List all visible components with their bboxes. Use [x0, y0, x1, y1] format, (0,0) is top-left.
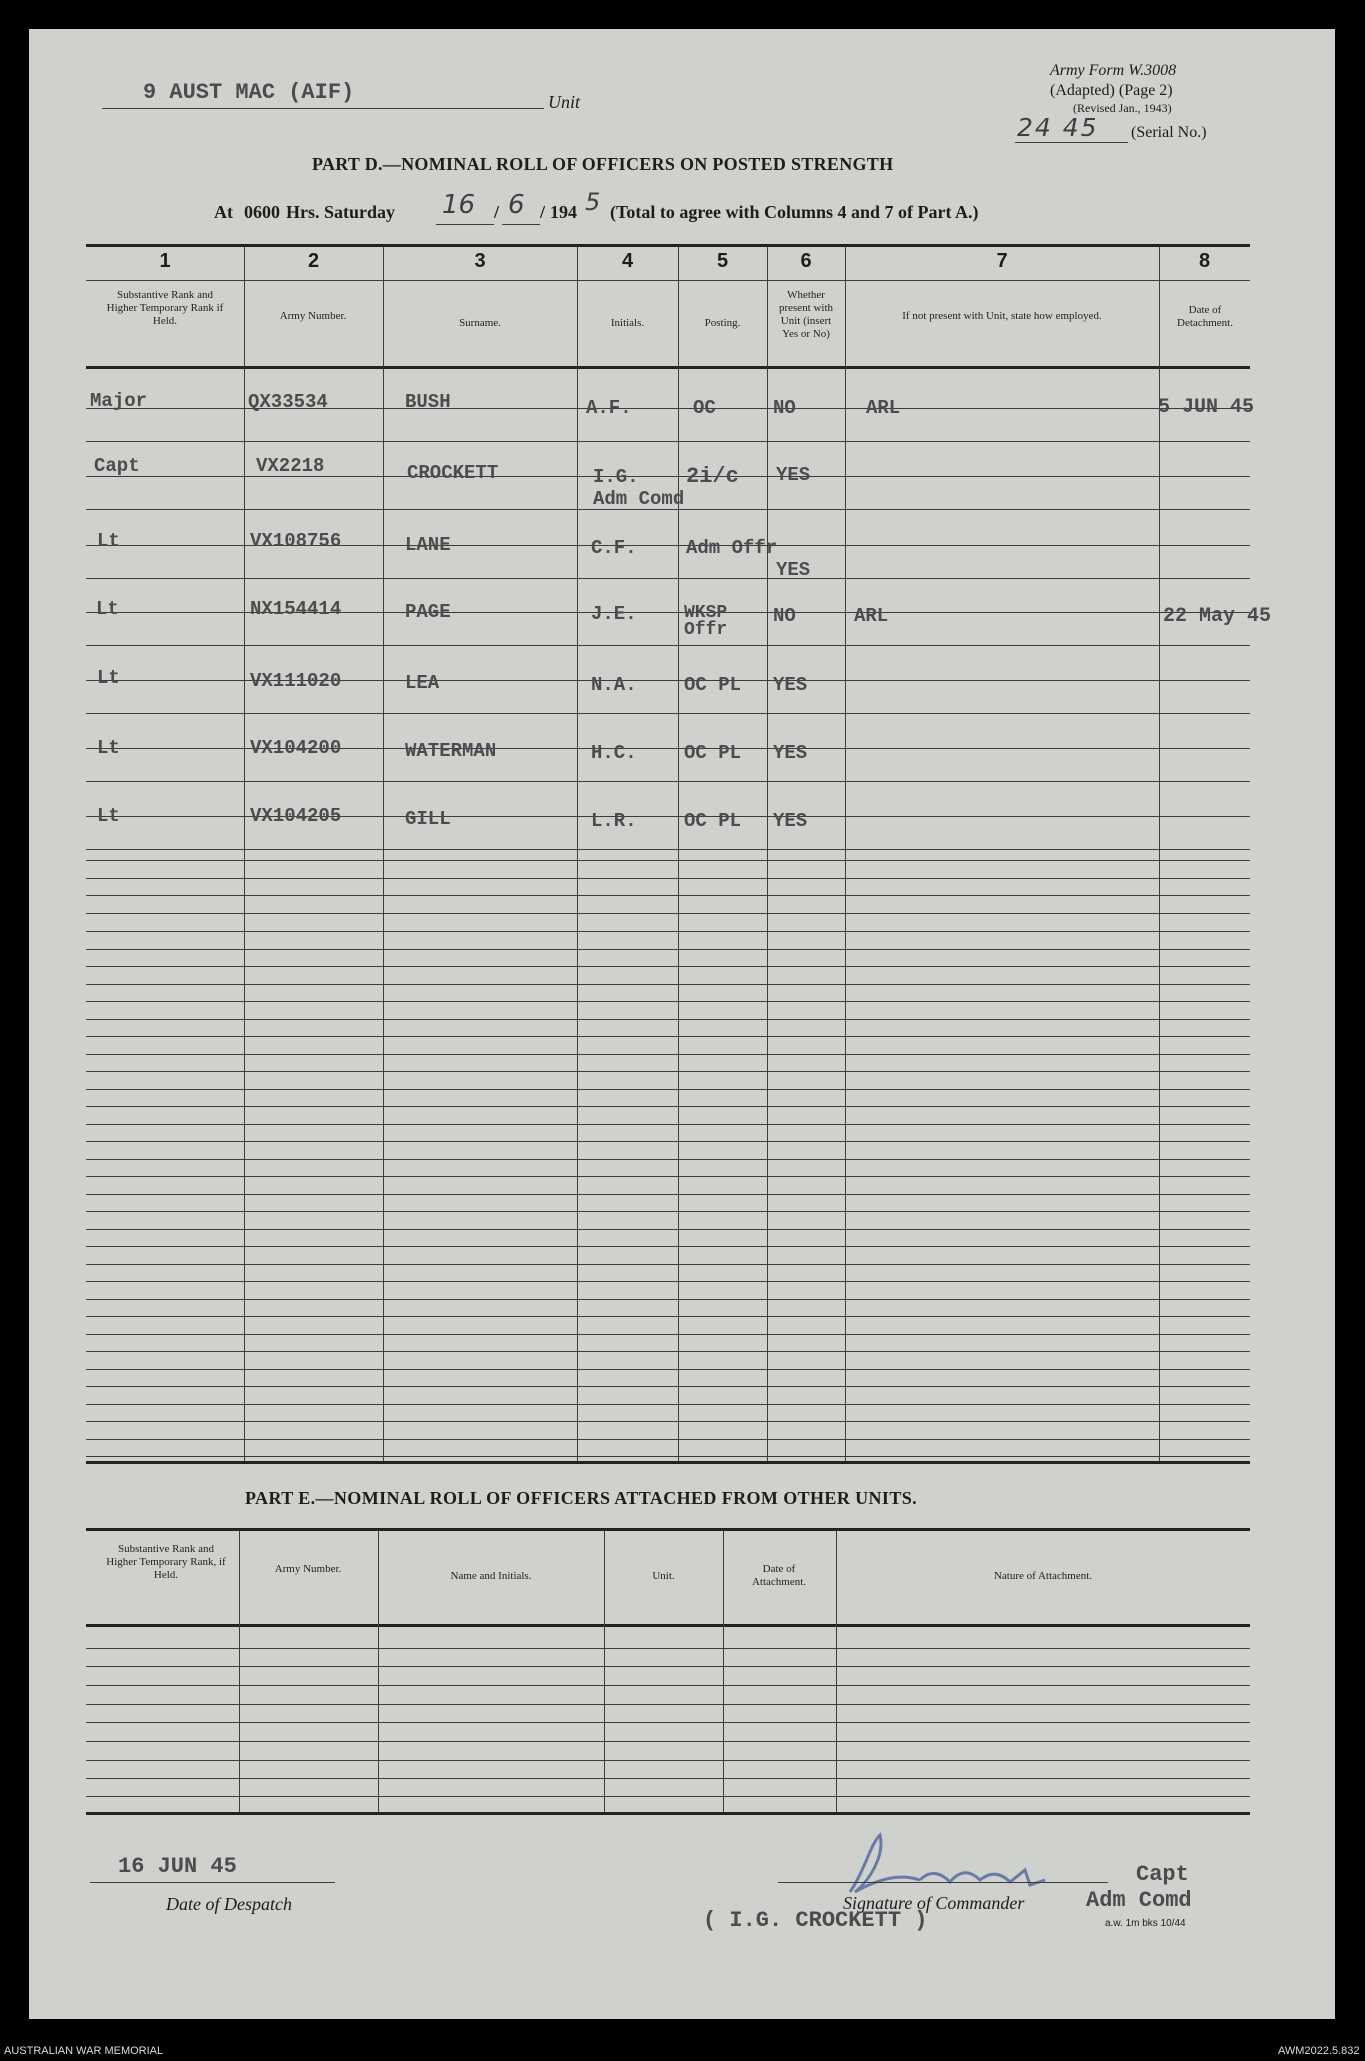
ruled-line [86, 1124, 1250, 1125]
ruled-line [86, 1685, 1250, 1686]
col-number: 3 [474, 250, 486, 272]
part-e-top-rule [86, 1528, 1250, 1531]
row-initials: H.C. [591, 742, 637, 764]
row-detachment-date: 22 May 45 [1163, 605, 1272, 628]
ruled-line [86, 1369, 1250, 1370]
row-present: NO [773, 397, 796, 419]
col-header-present: Whether present with Unit (insert Yes or No) [778, 289, 834, 340]
col-number: 4 [621, 250, 634, 272]
year-prefix: 194 [550, 202, 577, 222]
row-surname: LANE [405, 534, 451, 556]
ruled-line [86, 1106, 1250, 1107]
row-surname: WATERMAN [405, 740, 497, 762]
col-header-detachment-date: Date of Detachment. [1177, 304, 1233, 329]
part-d-top-rule [86, 244, 1250, 247]
part-d-col-divider [1159, 246, 1160, 1461]
row-army-number: QX33534 [248, 391, 328, 413]
ruled-line [86, 1741, 1250, 1742]
signature-label: Signature of Commander [843, 1893, 1025, 1913]
month-value: 6 [508, 190, 525, 220]
date-slash-2: / [540, 202, 546, 222]
row-rank: Major [90, 390, 148, 412]
print-code: a.w. 1m bks 10/44 [1105, 1918, 1186, 1929]
form-revised: (Revised Jan., 1943) [1073, 101, 1172, 115]
ruled-line [86, 1666, 1250, 1667]
part-e-col-divider [239, 1530, 240, 1812]
col-number: 5 [716, 250, 729, 272]
ruled-line [86, 1089, 1250, 1090]
part-e-col-divider [723, 1530, 724, 1812]
row-present: YES [773, 674, 808, 696]
row-army-number: VX104200 [250, 737, 342, 759]
row-army-number: VX108756 [250, 530, 342, 552]
form-adapted: (Adapted) (Page 2) [1050, 82, 1173, 99]
row-initials: N.A. [591, 674, 637, 696]
form-number: Army Form W.3008 [1050, 62, 1177, 79]
col-header-army-number: Army Number. [279, 310, 347, 322]
row-rank: Lt [97, 805, 120, 827]
despatch-underline [90, 1882, 335, 1883]
ruled-line [86, 1778, 1250, 1779]
row-present: YES [773, 742, 808, 764]
part-d-col-divider [767, 246, 768, 1461]
row-army-number: VX2218 [256, 455, 325, 477]
date-slash-1: / [494, 202, 500, 222]
hrs-saturday-label: Hrs. Saturday [286, 202, 396, 222]
row-rank: Lt [97, 667, 120, 689]
despatch-date: 16 JUN 45 [118, 1854, 237, 1879]
ruled-line [86, 1071, 1250, 1072]
row-employed: ARL [866, 397, 901, 419]
row-posting: OC PL [684, 742, 742, 764]
despatch-label: Date of Despatch [166, 1894, 292, 1914]
row-army-number: NX154414 [250, 598, 342, 620]
ruled-line [86, 1760, 1250, 1761]
row-army-number: VX111020 [250, 670, 342, 692]
col-number: 7 [996, 250, 1008, 272]
row-rank: Lt [97, 530, 120, 552]
ruled-line [86, 913, 1250, 914]
day-underline [436, 224, 494, 225]
ruled-line [86, 1281, 1250, 1282]
unit-value: 9 AUST MAC (AIF) [143, 80, 355, 105]
ruled-line [86, 1019, 1250, 1020]
unit-underline [102, 108, 544, 109]
ruled-line [86, 1796, 1250, 1797]
part-e-header-rank: Substantive Rank and Higher Temporary Rank, if Held. [106, 1543, 226, 1581]
row-posting-line2: Adm Comd [593, 488, 685, 510]
archive-credit: AUSTRALIAN WAR MEMORIAL [4, 2045, 164, 2057]
ruled-line [86, 1141, 1250, 1142]
row-posting: OC PL [684, 674, 742, 696]
ruled-line [86, 1439, 1250, 1440]
ruled-line [86, 1194, 1250, 1195]
col-header-surname: Surname. [459, 317, 501, 329]
row-posting: WKSP [684, 603, 728, 623]
row-rank: Lt [97, 737, 120, 759]
part-d-col-divider [678, 246, 679, 1461]
month-underline [502, 224, 540, 225]
ruled-line [86, 984, 1250, 985]
part-e-header-army-number: Army Number. [274, 1563, 342, 1575]
row-rank: Capt [94, 455, 140, 477]
part-d-col-divider [845, 246, 846, 1461]
col-number: 6 [800, 250, 812, 272]
row-present-line2: YES [776, 559, 811, 581]
row-posting: OC [693, 397, 716, 419]
commander-rank: Capt [1136, 1862, 1189, 1887]
ruled-line [86, 1648, 1250, 1649]
ruled-line [86, 1334, 1250, 1335]
part-e-title: PART E.—NOMINAL ROLL OF OFFICERS ATTACHED FROM OTHER UNITS. [245, 1488, 918, 1508]
row-initials: I.G. [593, 466, 639, 488]
part-e-header-attach-date: Date of Attachment. [751, 1563, 807, 1588]
ruled-line [86, 878, 1250, 879]
row-posting: OC PL [684, 810, 742, 832]
ruled-line [86, 1264, 1250, 1265]
row-posting: Adm Offr [686, 537, 778, 559]
serial-underline [1015, 142, 1128, 143]
col-header-initials: Initials. [610, 317, 645, 329]
total-note: (Total to agree with Columns 4 and 7 of Part A.) [610, 202, 979, 222]
at-prefix: At [214, 202, 233, 222]
ruled-line [86, 1704, 1250, 1705]
row-surname: BUSH [405, 391, 451, 413]
part-d-col-divider [577, 246, 578, 1461]
ruled-line [86, 781, 1250, 782]
ruled-line [86, 1456, 1250, 1457]
ruled-line [86, 1299, 1250, 1300]
col-header-employed: If not present with Unit, state how employed. [902, 310, 1102, 322]
row-surname: CROCKETT [407, 462, 499, 484]
part-e-header-rule [86, 1624, 1250, 1627]
row-initials: J.E. [591, 603, 637, 625]
ruled-line [86, 645, 1250, 646]
row-surname: GILL [405, 808, 451, 830]
ruled-line [86, 1229, 1250, 1230]
year-suffix: 5 [585, 188, 601, 216]
part-e-header-name: Name and Initials. [450, 1570, 532, 1582]
part-d-bottom-rule [86, 1461, 1250, 1464]
ruled-line [86, 713, 1250, 714]
ruled-line [86, 441, 1250, 442]
ruled-line [86, 1036, 1250, 1037]
time-value: 0600 [244, 202, 280, 222]
part-d-col-divider [244, 246, 245, 1461]
signature-underline [778, 1882, 1108, 1883]
row-army-number: VX104205 [250, 805, 342, 827]
row-surname: PAGE [405, 601, 451, 623]
row-rank: Lt [96, 598, 119, 620]
serial-label: (Serial No.) [1131, 124, 1207, 141]
ruled-line [86, 1246, 1250, 1247]
ruled-line [86, 1211, 1250, 1212]
day-value: 16 [442, 190, 476, 220]
ruled-line [86, 1386, 1250, 1387]
col-number: 8 [1198, 250, 1211, 272]
ruled-line [86, 1351, 1250, 1352]
row-surname: LEA [405, 672, 440, 694]
row-present: NO [773, 605, 796, 627]
commander-name: ( I.G. CROCKETT ) [703, 1908, 928, 1933]
col-header-rank: Substantive Rank and Higher Temporary Rank if Held. [106, 289, 224, 327]
ruled-line [86, 895, 1250, 896]
part-e-header-nature: Nature of Attachment. [993, 1570, 1093, 1582]
row-initials: A.F. [586, 397, 632, 419]
ruled-line [86, 578, 1250, 579]
ruled-line [86, 1176, 1250, 1177]
ruled-line [86, 849, 1250, 850]
part-d-colnum-rule [86, 280, 1250, 281]
commander-appointment: Adm Comd [1086, 1888, 1192, 1913]
archive-reference: AWM2022.5.832 [1278, 2045, 1360, 2057]
ruled-line [86, 949, 1250, 950]
part-e-bottom-rule [86, 1812, 1250, 1815]
row-employed: ARL [854, 605, 889, 627]
ruled-line [86, 931, 1250, 932]
col-number: 1 [159, 250, 171, 272]
part-e-header-unit: Unit. [652, 1570, 675, 1582]
row-present: YES [776, 464, 811, 486]
unit-label: Unit [548, 92, 581, 112]
col-number: 2 [307, 250, 320, 272]
ruled-line [86, 860, 1250, 861]
ruled-line [86, 1001, 1250, 1002]
row-present: YES [773, 810, 808, 832]
ruled-line [86, 1421, 1250, 1422]
part-d-col-divider [383, 246, 384, 1461]
row-initials: L.R. [591, 810, 637, 832]
ruled-line [86, 1054, 1250, 1055]
row-initials: C.F. [591, 537, 637, 559]
row-detachment-date: 5 JUN 45 [1158, 396, 1255, 419]
part-d-title: PART D.—NOMINAL ROLL OF OFFICERS ON POSTED STRENGTH [312, 154, 894, 174]
serial-value: 24 45 [1017, 113, 1099, 142]
row-posting: 2i/c [686, 464, 739, 489]
ruled-line [86, 1404, 1250, 1405]
ruled-line [86, 1722, 1250, 1723]
ruled-line [86, 1316, 1250, 1317]
col-header-posting: Posting. [704, 317, 741, 329]
row-posting-line2: Offr [684, 620, 728, 640]
ruled-line [86, 966, 1250, 967]
part-d-header-rule [86, 366, 1250, 369]
ruled-line [86, 1159, 1250, 1160]
